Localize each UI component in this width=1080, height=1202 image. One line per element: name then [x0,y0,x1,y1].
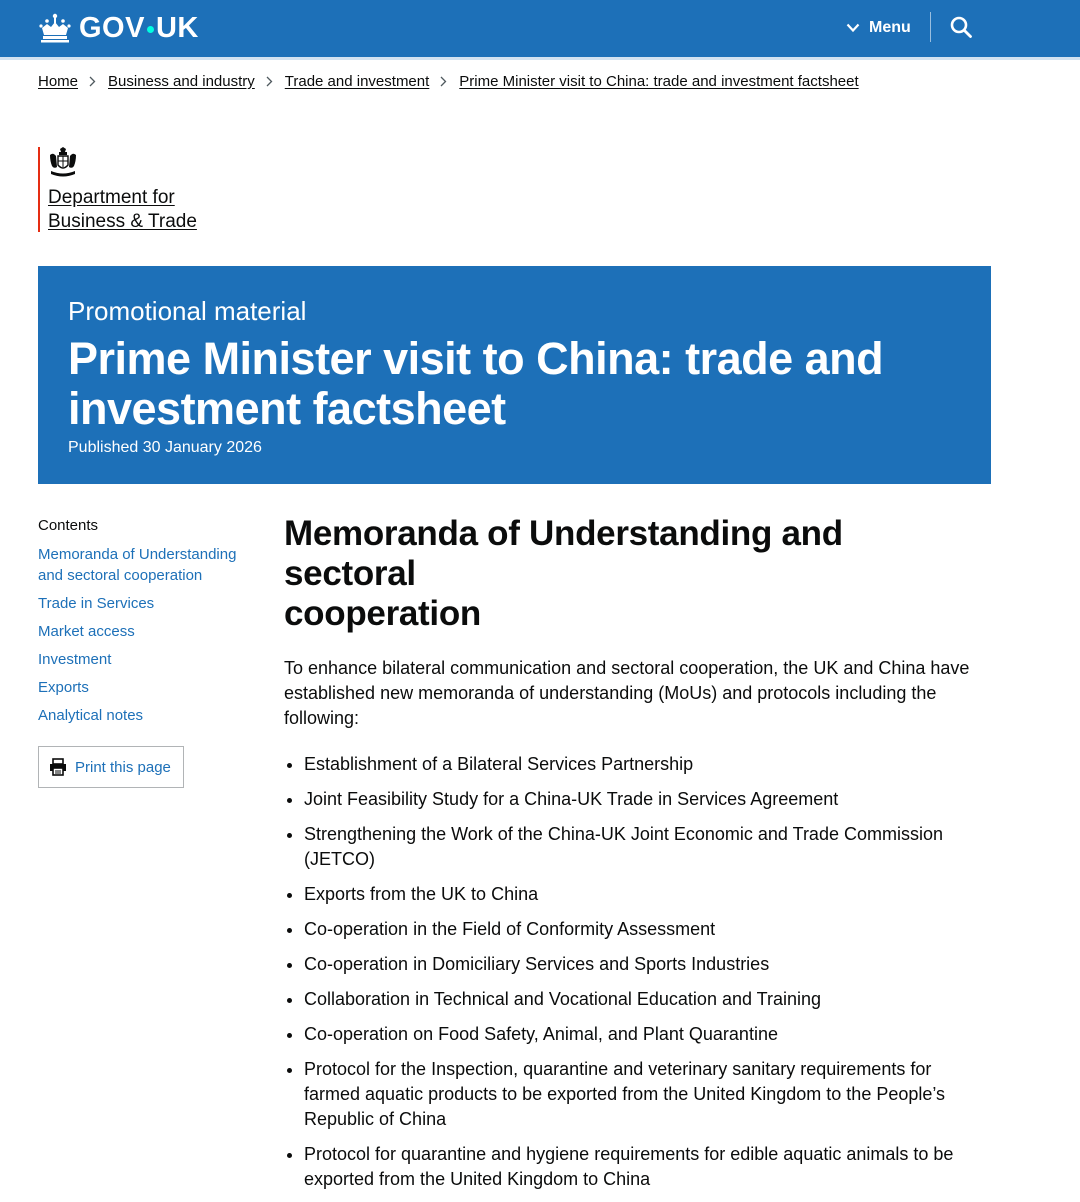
header-bottom-border [0,57,1080,60]
menu-button[interactable] [846,14,911,42]
organisation-logo [38,147,197,232]
intro-paragraph: To enhance bilateral communication and sectoral cooperation, the UK and China have established new memoranda of understanding (MoUs) and protocols including the following: [284,658,970,728]
govuk-logo-link[interactable] [38,10,199,46]
crown-icon [38,13,72,43]
contents-link-market-access[interactable]: Market access [38,623,135,640]
contents-link-memoranda-line2: and sectoral cooperation [38,567,203,584]
contents-heading: Contents [38,517,99,534]
organisation-name-line1[interactable]: Department for [48,187,175,208]
search-icon[interactable] [949,15,973,39]
page-title-line1: Prime Minister visit to China: trade and [68,333,884,384]
contents-item [38,705,258,726]
list-item: Establishment of a Bilateral Services Partnership [284,752,984,777]
chevron-down-icon [846,23,860,33]
page-title-line2: investment factsheet [68,383,506,434]
section-heading-line1: Memoranda of Understanding and sectoral [284,514,843,593]
contents-link-investment[interactable]: Investment [38,651,112,668]
section-heading [284,514,984,634]
breadcrumb-trade-and-investment[interactable]: Trade and investment [284,73,430,90]
hero-banner [38,266,991,484]
contents-navigation [38,516,258,733]
contents-link-trade-in-services[interactable]: Trade in Services [38,595,155,612]
contents-item [38,593,258,614]
organisation-name-line2[interactable]: Business & Trade [48,211,197,232]
chevron-right-icon [89,76,96,87]
chevron-right-icon [266,76,273,87]
contents-link-memoranda-line1: Memoranda of Understanding [38,546,237,563]
list-item: Collaboration in Technical and Vocational Education and Training [284,987,984,1012]
document-type-caption: Promotional material [68,296,307,326]
breadcrumb-business-and-industry[interactable]: Business and industry [108,73,255,90]
list-item: Protocol for quarantine and hygiene requirements for edible aquatic animals to be exported from the United Kingdom to China [284,1142,984,1192]
contents-item [38,544,258,586]
contents-item [38,649,258,670]
print-page-label: Print this page [75,758,171,776]
contents-link-analytical-notes[interactable]: Analytical notes [38,707,144,724]
page-title [68,334,961,434]
chevron-right-icon [440,76,447,87]
list-item: Strengthening the Work of the China-UK Joint Economic and Trade Commission (JETCO) [284,822,984,872]
printer-icon [49,758,67,776]
logo-text-gov: GOV [79,11,145,44]
list-item: Co-operation on Food Safety, Animal, and Plant Quarantine [284,1022,984,1047]
list-item: Co-operation in the Field of Conformity Assessment [284,917,984,942]
breadcrumb [38,73,859,90]
menu-label: Menu [869,19,911,36]
contents-link-exports[interactable]: Exports [38,679,89,696]
section-heading-line2: cooperation [284,594,481,633]
breadcrumb-home[interactable]: Home [38,73,79,90]
list-item: Joint Feasibility Study for a China-UK Trade in Services Agreement [284,787,984,812]
memoranda-list [284,752,984,1192]
list-item: Protocol for the Inspection, quarantine and veterinary sanitary requirements for farmed aquatic products to be exported from the United Kingdom to the People’s Republic of China [284,1057,984,1132]
contents-link-memoranda[interactable] [38,546,236,584]
list-item: Co-operation in Domiciliary Services and Sports Industries [284,952,984,977]
logo-dot [147,26,154,33]
royal-coat-of-arms-icon [48,147,78,179]
breadcrumb-current-page[interactable]: Prime Minister visit to China: trade and investment factsheet [459,73,859,90]
site-header [0,0,1080,57]
logo-text [79,12,199,45]
contents-item [38,621,258,642]
contents-item [38,677,258,698]
logo-text-uk: UK [155,11,199,44]
main-content [284,514,984,1202]
list-item: Exports from the UK to China [284,882,984,907]
header-divider [930,12,931,42]
contents-list [38,544,258,726]
print-page-button[interactable] [38,746,184,788]
published-date: Published 30 January 2026 [68,439,262,456]
